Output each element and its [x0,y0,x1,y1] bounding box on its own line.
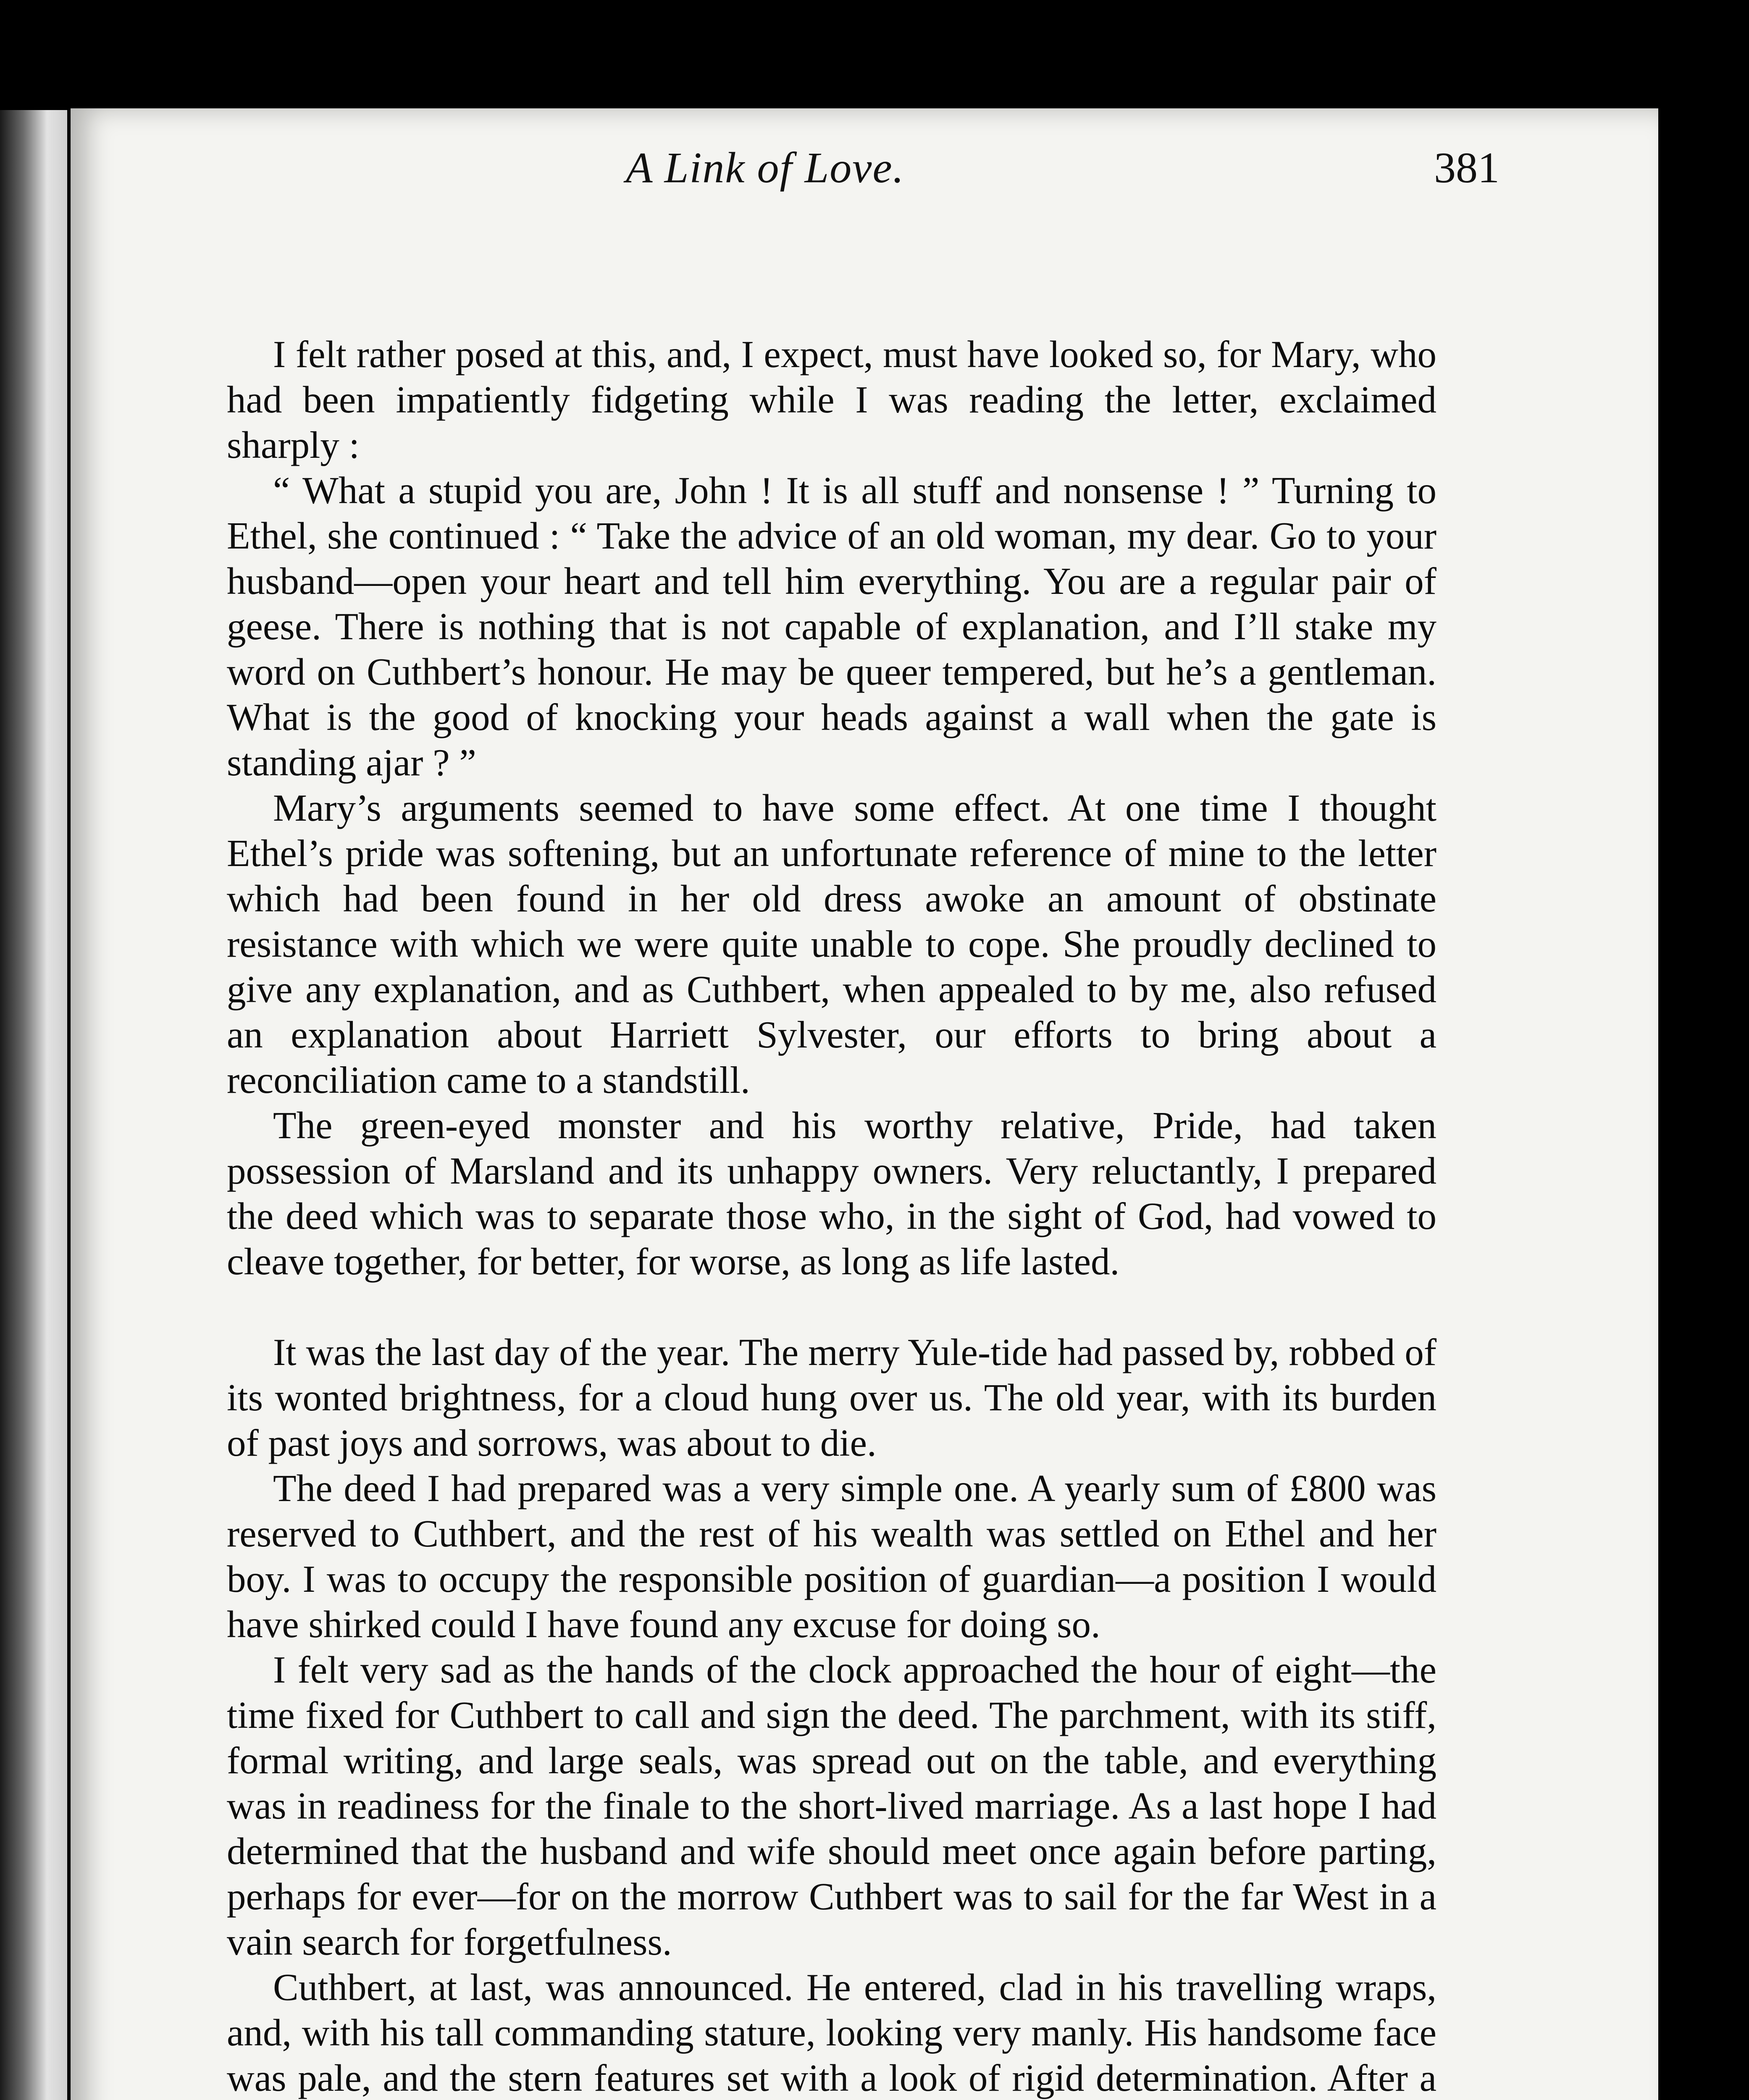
body-text [227,332,1436,2100]
paragraph: Mary’s arguments seemed to have some effect. At one time I thought Ethel’s pride was softening, but an unfortunate reference of mine to the letter which had been found in her old dress awoke an amount of obstinate resistance with which we were quite unable to cope. She proudly declined to give any explanation, and as Cuthbert, when appealed to by me, also refused an explanation about Harriett Sylvester, our efforts to bring about a reconciliation came to a standstill. [227,787,1436,1101]
paragraph: I felt rather posed at this, and, I expect, must have looked so, for Mary, who had been impatiently fidgeting while I was reading the letter, exclaimed sharply : [227,333,1436,466]
running-title: A Link of Love. [626,144,905,192]
paragraph: I felt very sad as the hands of the clock approached the hour of eight—the time fixed for Cuthbert to call and sign the deed. The parchment, with its stiff, formal writing, and large seals, was spread out on the table, and everything was in readiness for the finale to the short-lived marriage. As a last hope I had determined that the husband and wife should meet once again before parting, perhaps for ever—for on the morrow Cuthbert was to sail for the far West in a vain search for forgetfulness. [227,1648,1436,1963]
paragraph: Cuthbert, at last, was announced. He entered, clad in his travelling wraps, and, with his tall commanding stature, looking very manly. His handsome face was pale, and the stern features set with a look of rigid determination. After a [227,1966,1436,2099]
page-header [235,135,1500,202]
paragraph: The deed I had prepared was a very simple one. A yearly sum of £800 was reserved to Cuthbert, and the rest of his wealth was settled on Ethel and her boy. I was to occupy the responsible position of guardian—a position I would have shirked could I have found any excuse for doing so. [227,1467,1436,1646]
paragraph: The green-eyed monster and his worthy relative, Pride, had taken possession of Marsland and its unhappy owners. Very reluctantly, I prepared the deed which was to separate those who, in the sight of God, had vowed to cleave together, for better, for worse, as long as life lasted. [227,1104,1436,1283]
paragraph: “ What a stupid you are, John ! It is all stuff and nonsense ! ” Turning to Ethel, she continued : “ Take the advice of an old woman, my dear. Go to your husband—open your heart and tell him everything. You are a regular pair of geese. There is nothing that is not capable of explanation, and I’ll stake my word on Cuthbert’s honour. He may be queer tempered, but he’s a gentleman. What is the good of knocking your heads against a wall when the gate is standing ajar ? ” [227,469,1436,784]
page-number: 381 [1434,144,1500,192]
paragraph: It was the last day of the year. The merry Yule-tide had passed by, robbed of its wonted brightness, for a cloud hung over us. The old year, with its burden of past joys and sorrows, was about to die. [227,1331,1436,1464]
book-spine [0,110,67,2100]
